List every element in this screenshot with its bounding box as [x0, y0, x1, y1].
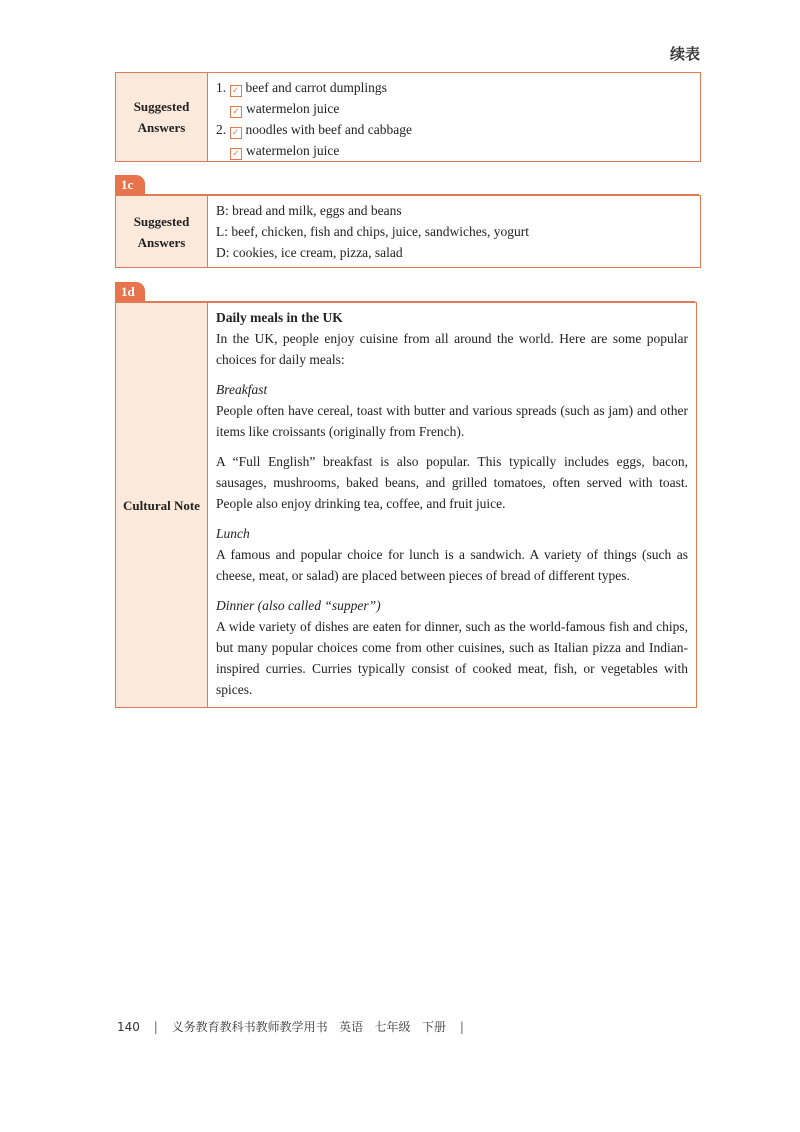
- breakfast-paragraph-1: People often have cereal, toast with butter and various spreads (such as jam) and other items like croissants (originally from French).: [216, 403, 688, 439]
- breakfast-heading: Breakfast: [216, 382, 268, 397]
- subject: 英语: [339, 1020, 364, 1034]
- checkbox-checked-icon: ✓: [230, 127, 242, 139]
- note-intro: In the UK, people enjoy cuisine from all around the world. Here are some popular choices for daily meals:: [216, 331, 688, 367]
- answer-line: [216, 119, 692, 140]
- answer-line: [216, 140, 692, 161]
- row-label: Suggested Answers: [116, 73, 208, 161]
- page-number: 140: [117, 1020, 140, 1034]
- answer-number: 2.: [216, 122, 227, 137]
- answer-line: D: cookies, ice cream, pizza, salad: [216, 245, 403, 260]
- answer-text: beef and carrot dumplings: [245, 80, 387, 95]
- answer-number: 1.: [216, 80, 227, 95]
- checkbox-checked-icon: ✓: [230, 106, 242, 118]
- volume: 下册: [422, 1020, 447, 1034]
- answer-text: noodles with beef and cabbage: [245, 122, 412, 137]
- note-title: Daily meals in the UK: [216, 310, 343, 325]
- answer-line: L: beef, chicken, fish and chips, juice, sandwiches, yogurt: [216, 224, 530, 239]
- section-tag-1c: 1c: [115, 175, 145, 195]
- cultural-note-table: [115, 302, 697, 708]
- page-footer: [117, 1018, 474, 1035]
- lunch-paragraph: A famous and popular choice for lunch is a sandwich. A variety of things (such as cheese, meat, or salad) are placed between pieces of bread of different types.: [216, 547, 688, 583]
- footer-separator: |: [153, 1020, 158, 1034]
- continued-label: 续表: [669, 45, 700, 63]
- lunch-heading: Lunch: [216, 526, 250, 541]
- answer-text: watermelon juice: [246, 143, 340, 158]
- breakfast-paragraph-2: A “Full English” breakfast is also popular. This typically includes eggs, bacon, sausages, mushrooms, baked beans, and grilled tomatoes, often served with toast. People also enjoy drinking tea, coffee, and fruit juice.: [216, 454, 688, 511]
- dinner-heading: Dinner (also called “supper”): [216, 598, 381, 613]
- answer-line: [216, 98, 692, 119]
- suggested-answers-table-1c: [115, 195, 701, 268]
- cultural-note-content: [208, 303, 696, 707]
- checkbox-checked-icon: ✓: [230, 148, 242, 160]
- answers-list: [208, 196, 700, 267]
- suggested-answers-table-1: [115, 72, 701, 162]
- answer-line: B: bread and milk, eggs and beans: [216, 203, 402, 218]
- book-title: 义务教育教科书教师教学用书: [171, 1020, 328, 1034]
- answer-text: watermelon juice: [246, 101, 340, 116]
- grade: 七年级: [374, 1020, 411, 1034]
- answer-line: [216, 77, 692, 98]
- checkbox-checked-icon: ✓: [230, 85, 242, 97]
- footer-separator: |: [459, 1020, 464, 1034]
- dinner-paragraph: A wide variety of dishes are eaten for dinner, such as the world-famous fish and chips, but many popular choices come from other cuisines, such as Italian pizza and Indian-inspired curries. Curries typically consist of cooked meat, fish, or vegetables with spices.: [216, 619, 688, 697]
- answers-list: [208, 73, 700, 161]
- section-tag-1d: 1d: [115, 282, 145, 302]
- row-label: Suggested Answers: [116, 196, 208, 267]
- row-label: Cultural Note: [116, 303, 208, 707]
